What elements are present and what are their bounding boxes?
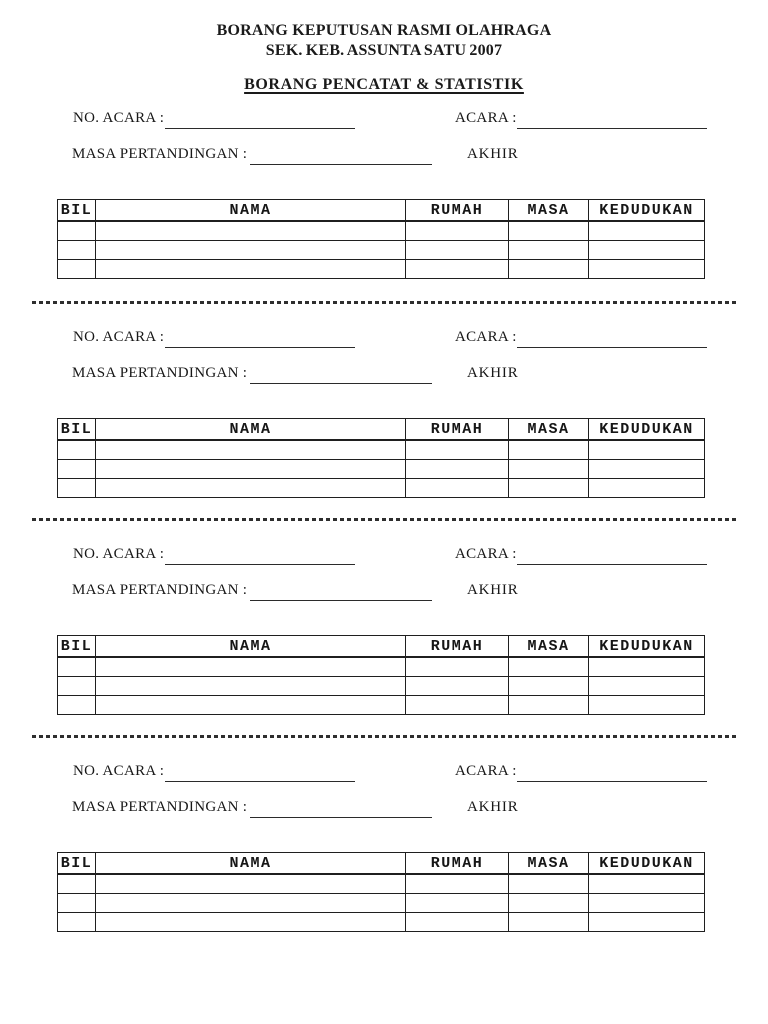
column-header-nama: NAMA [96,419,406,441]
akhir-label: AKHIR [467,146,519,162]
dashed-separator [32,518,736,521]
table-row [58,657,705,677]
table-cell [509,460,589,479]
table-cell [58,677,96,696]
akhir-label: AKHIR [467,365,519,381]
masa-pertandingan-label: MASA PERTANDINGAN : [72,146,248,162]
table-header-row [58,853,705,875]
column-header-kedudukan: KEDUDUKAN [589,419,705,441]
table-cell [406,260,509,279]
no-acara-blank [165,111,355,129]
column-header-bil: BIL [58,419,96,441]
table-cell [509,913,589,932]
table-cell [406,696,509,715]
masa-pertandingan-blank [250,800,432,818]
table-cell [509,657,589,677]
column-header-masa: MASA [509,636,589,658]
table-header-row [58,200,705,222]
column-header-rumah: RUMAH [406,419,509,441]
table-cell [58,221,96,241]
column-header-masa: MASA [509,419,589,441]
column-header-bil: BIL [58,636,96,658]
table-cell [509,696,589,715]
table-row [58,440,705,460]
acara-blank [517,764,707,782]
dashed-separator [32,301,736,304]
table-row [58,894,705,913]
document-subtitle: SEK. KEB. ASSUNTA SATU 2007 [265,42,503,59]
column-header-rumah: RUMAH [406,636,509,658]
masa-pertandingan-label: MASA PERTANDINGAN : [72,582,248,598]
column-header-masa: MASA [509,200,589,222]
table-cell [96,479,406,498]
table-cell [406,440,509,460]
table-row [58,241,705,260]
table-cell [58,696,96,715]
results-table [57,199,705,279]
result-section-2 [0,327,768,499]
table-cell [58,440,96,460]
akhir-label: AKHIR [467,582,519,598]
table-cell [589,696,705,715]
column-header-nama: NAMA [96,636,406,658]
table-cell [589,874,705,894]
table-cell [509,677,589,696]
table-cell [58,260,96,279]
table-cell [589,913,705,932]
table-cell [96,913,406,932]
table-cell [96,221,406,241]
table-cell [58,460,96,479]
no-acara-label: NO. ACARA : [73,763,165,779]
results-table [57,635,705,715]
table-cell [406,894,509,913]
column-header-bil: BIL [58,200,96,222]
table-cell [589,440,705,460]
table-cell [58,657,96,677]
table-cell [509,260,589,279]
table-cell [406,913,509,932]
table-cell [589,894,705,913]
table-cell [96,657,406,677]
result-section-1 [0,108,768,280]
table-header-row [58,419,705,441]
column-header-nama: NAMA [96,853,406,875]
table-cell [509,241,589,260]
table-cell [589,221,705,241]
table-cell [406,677,509,696]
table-cell [96,894,406,913]
acara-label: ACARA : [455,546,517,562]
table-row [58,460,705,479]
acara-blank [517,547,707,565]
result-section-4 [0,761,768,933]
table-row [58,913,705,932]
table-cell [96,874,406,894]
table-cell [406,479,509,498]
table-cell [509,894,589,913]
column-header-kedudukan: KEDUDUKAN [589,636,705,658]
column-header-rumah: RUMAH [406,853,509,875]
table-cell [96,677,406,696]
column-header-bil: BIL [58,853,96,875]
column-header-kedudukan: KEDUDUKAN [589,200,705,222]
acara-label: ACARA : [455,110,517,126]
results-table [57,852,705,932]
form-title: BORANG PENCATAT & STATISTIK [244,76,524,93]
table-header-row [58,636,705,658]
table-cell [509,479,589,498]
table-cell [589,460,705,479]
table-cell [58,479,96,498]
dashed-separator [32,735,736,738]
no-acara-blank [165,547,355,565]
table-row [58,874,705,894]
document-title: BORANG KEPUTUSAN RASMI OLAHRAGA [216,22,552,39]
table-cell [589,241,705,260]
table-cell [58,241,96,260]
no-acara-blank [165,764,355,782]
no-acara-blank [165,330,355,348]
table-cell [96,696,406,715]
table-cell [589,479,705,498]
table-row [58,221,705,241]
table-cell [406,460,509,479]
masa-pertandingan-blank [250,583,432,601]
column-header-nama: NAMA [96,200,406,222]
acara-label: ACARA : [455,763,517,779]
column-header-rumah: RUMAH [406,200,509,222]
akhir-label: AKHIR [467,799,519,815]
column-header-kedudukan: KEDUDUKAN [589,853,705,875]
table-cell [96,260,406,279]
acara-blank [517,330,707,348]
masa-pertandingan-label: MASA PERTANDINGAN : [72,365,248,381]
table-cell [509,440,589,460]
masa-pertandingan-label: MASA PERTANDINGAN : [72,799,248,815]
table-cell [406,241,509,260]
table-cell [96,460,406,479]
table-cell [58,874,96,894]
table-cell [509,221,589,241]
result-section-3 [0,544,768,716]
table-cell [96,440,406,460]
table-cell [58,913,96,932]
table-cell [589,657,705,677]
table-cell [406,874,509,894]
table-cell [58,894,96,913]
masa-pertandingan-blank [250,147,432,165]
table-cell [406,221,509,241]
table-row [58,260,705,279]
acara-blank [517,111,707,129]
acara-label: ACARA : [455,329,517,345]
column-header-masa: MASA [509,853,589,875]
table-row [58,479,705,498]
no-acara-label: NO. ACARA : [73,329,165,345]
table-cell [406,657,509,677]
table-row [58,677,705,696]
table-cell [589,677,705,696]
table-cell [509,874,589,894]
results-table [57,418,705,498]
table-cell [589,260,705,279]
no-acara-label: NO. ACARA : [73,546,165,562]
no-acara-label: NO. ACARA : [73,110,165,126]
table-cell [96,241,406,260]
table-row [58,696,705,715]
masa-pertandingan-blank [250,366,432,384]
